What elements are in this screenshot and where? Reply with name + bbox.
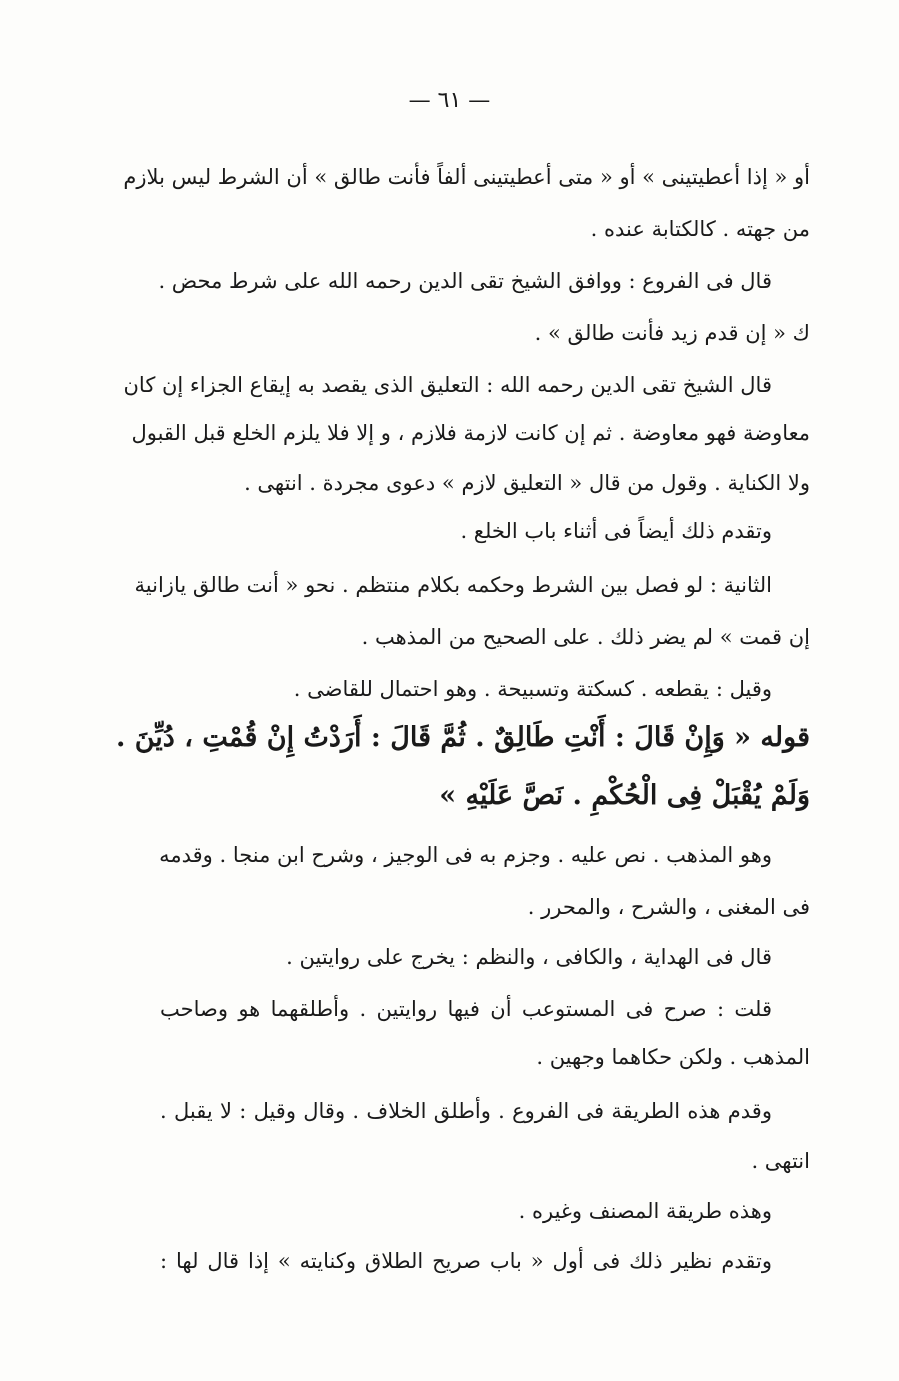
- text-line-11: وقيل : يقطعه . كسكتة وتسبيحة . وهو احتمال للقاضى .: [293, 677, 772, 701]
- text-line-16: المذهب . ولكن حكاهما وجهين .: [536, 1045, 810, 1069]
- text-line-12: وهو المذهب . نص عليه . وجزم به فى الوجيز ، وشرح ابن منجا . وقدمه: [159, 843, 772, 867]
- text-line-1: أو « إذا أعطيتينى » أو « متى أعطيتينى ألفاً فأنت طالق » أن الشرط ليس بلازم: [123, 165, 810, 189]
- text-line-19: وهذه طريقة المصنف وغيره .: [518, 1199, 772, 1223]
- text-line-6: معاوضة فهو معاوضة . ثم إن كانت لازمة فلازم ، و إلا فلا يلزم الخلع قبل القبول: [131, 421, 810, 445]
- text-line-10: إن قمت » لم يضر ذلك . على الصحيح من المذهب .: [361, 625, 810, 649]
- text-line-20: وتقدم نظير ذلك فى أول « باب صريح الطلاق وكنايته » إذا قال لها :: [160, 1249, 772, 1273]
- page-number: — ٦١ —: [408, 88, 491, 113]
- text-line-9: الثانية : لو فصل بين الشرط وحكمه بكلام منتظم . نحو « أنت طالق يازانية: [134, 573, 772, 597]
- quoted-text-line-2: وَلَمْ يُقْبَلْ فِى الْحُكْمِ . نَصَّ عَلَيْهِ »: [439, 780, 810, 811]
- text-line-18: انتهى .: [751, 1149, 810, 1173]
- text-line-2: من جهته . كالكتابة عنده .: [590, 217, 810, 241]
- text-line-4: ك « إن قدم زيد فأنت طالق » .: [534, 321, 810, 345]
- text-line-8: وتقدم ذلك أيضاً فى أثناء باب الخلع .: [460, 519, 772, 543]
- text-line-5: قال الشيخ تقى الدين رحمه الله : التعليق الذى يقصد به إيقاع الجزاء إن كان: [123, 373, 772, 397]
- quoted-text-line-1: قوله « وَإِنْ قَالَ : أَنْتِ طَالِقٌ . ثُمَّ قَالَ : أَرَدْتُ إِنْ قُمْتِ ، دُيِّنَ .: [115, 722, 810, 753]
- text-line-14: قال فى الهداية ، والكافى ، والنظم : يخرج على روايتين .: [286, 945, 772, 969]
- text-line-13: فى المغنى ، والشرح ، والمحرر .: [527, 895, 810, 919]
- text-line-3: قال فى الفروع : ووافق الشيخ تقى الدين رحمه الله على شرط محض .: [158, 269, 772, 293]
- text-line-17: وقدم هذه الطريقة فى الفروع . وأطلق الخلاف . وقال وقيل : لا يقبل .: [160, 1099, 772, 1123]
- text-line-7: ولا الكناية . وقول من قال « التعليق لازم » دعوى مجردة . انتهى .: [244, 471, 810, 495]
- text-line-15: قلت : صرح فى المستوعب أن فيها روايتين . وأطلقهما هو وصاحب: [160, 997, 772, 1021]
